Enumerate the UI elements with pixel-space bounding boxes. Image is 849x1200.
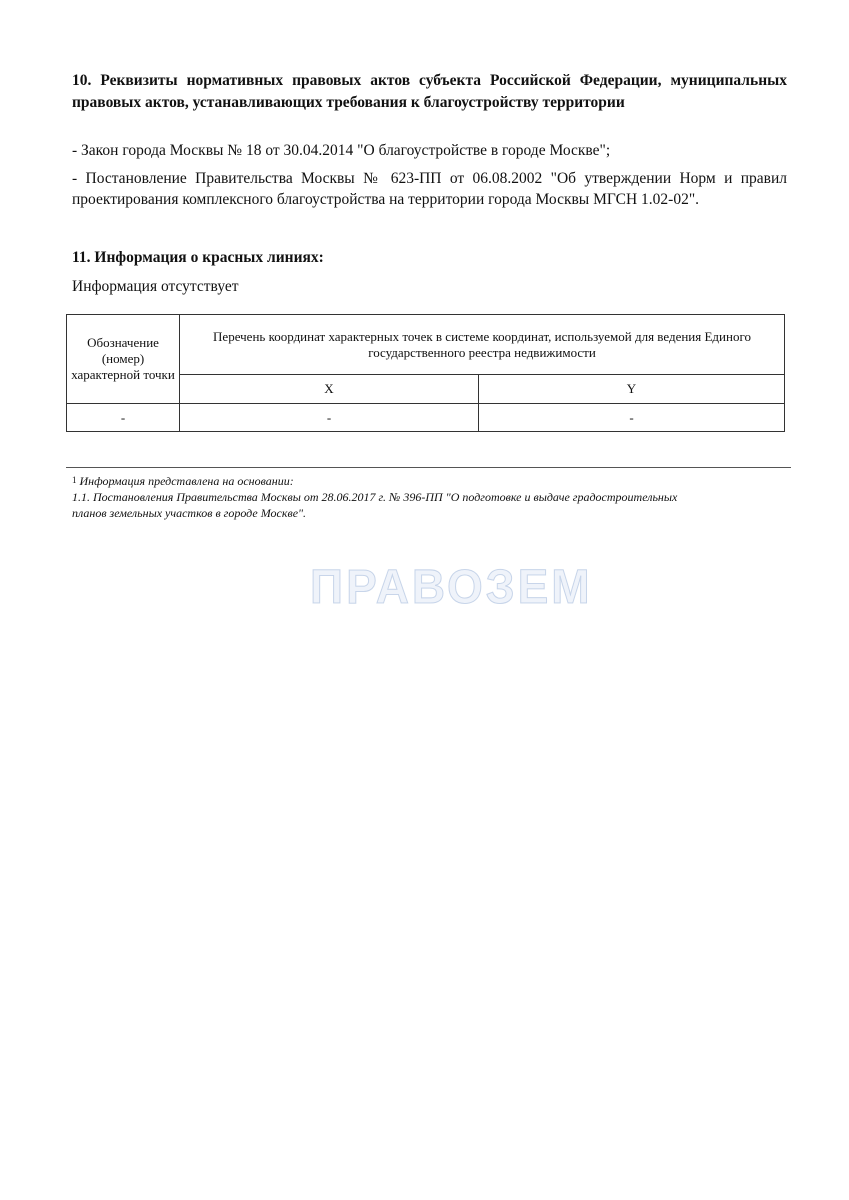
x-column-header: X	[180, 375, 479, 404]
footnote-intro	[72, 473, 787, 489]
coordinates-header-text: Перечень координат характерных точек в системе координат, используемой для ведения Единого государственного реестра недвижимости	[213, 328, 751, 360]
point-number-header: Обозначение (номер) характерной точки	[67, 315, 180, 404]
footnote-line-2: 1.1. Постановления Правительства Москвы от 28.06.2017 г. № 396-ПП "О подготовке и выдаче градостроительных планов земельных участков в городе Москве".	[72, 490, 678, 520]
section-11-heading: 11. Информация о красных линиях:	[72, 249, 324, 266]
watermark: ПРАВОЗЕМ	[310, 558, 593, 614]
point-number-cell: -	[67, 404, 180, 432]
coordinates-header	[180, 315, 785, 375]
footnote-marker: 1	[72, 475, 77, 485]
footnote-line-1: Информация представлена на основании:	[79, 474, 294, 488]
table-row	[67, 404, 785, 432]
section-10-item-2: - Постановление Правительства Москвы № 623-ПП от 06.08.2002 "Об утверждении Норм и правил проектирования комплексного благоустройства на территории города Москвы МГСН 1.02-02".	[72, 170, 787, 208]
section-10-item-1: - Закон города Москвы № 18 от 30.04.2014 "О благоустройстве в городе Москве";	[72, 142, 611, 159]
coordinates-table	[66, 314, 785, 432]
red-lines-status: Информация отсутствует	[72, 278, 239, 295]
section-10-heading: 10. Реквизиты нормативных правовых актов субъекта Российской Федерации, муниципальных правовых актов, устанавливающих требования к благоустройству территории	[72, 72, 787, 111]
y-value-cell: -	[479, 404, 785, 432]
x-value-cell: -	[180, 404, 479, 432]
y-column-header: Y	[479, 375, 785, 404]
footnote-separator	[66, 467, 791, 468]
